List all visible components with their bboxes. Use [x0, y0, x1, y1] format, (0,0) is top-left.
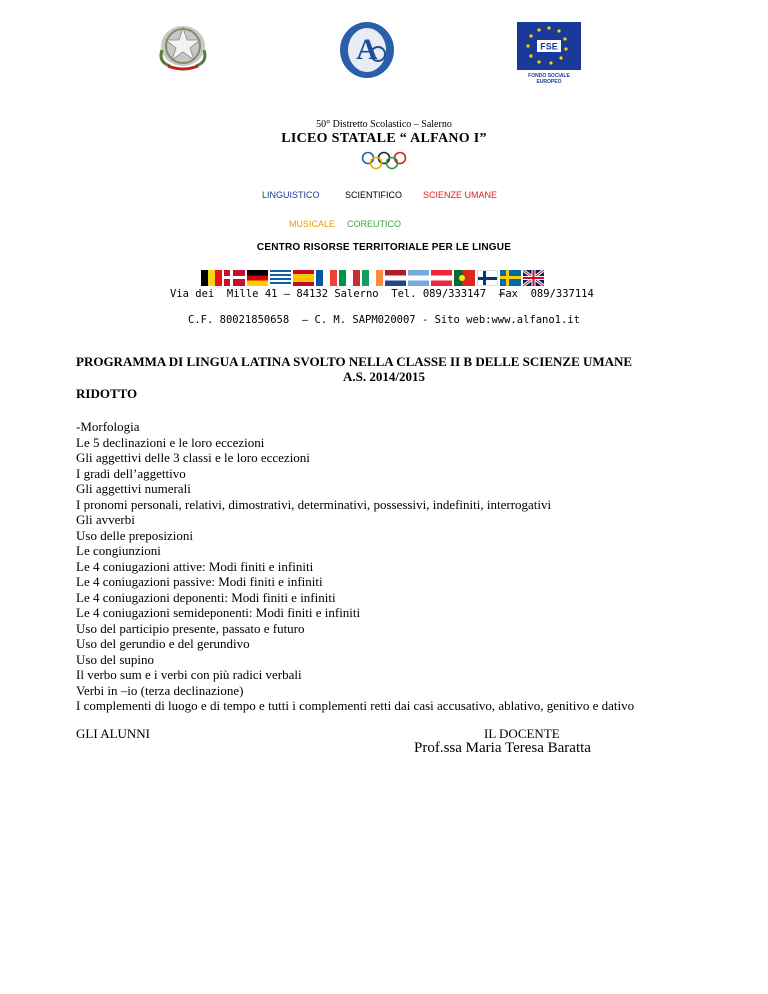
course-scientifico: SCIENTIFICO — [345, 190, 403, 200]
fse-label: FSE — [540, 41, 558, 52]
svg-text:EUROPEO: EUROPEO — [536, 79, 562, 84]
portugal-flag-icon — [454, 270, 475, 286]
cf-line: C.F. 80021850658 – C. M. SAPM020007 - Sito web:www.alfano1.it — [188, 314, 580, 326]
course-musicale: MUSICALE — [289, 219, 336, 229]
list-item: Gli aggettivi delle 3 classi e le loro eccezioni — [76, 450, 310, 465]
teacher-role-label: IL DOCENTE — [484, 726, 560, 741]
argentina-flag-icon — [408, 270, 429, 286]
denmark-flag-icon — [224, 270, 245, 286]
united-kingdom-flag-icon — [523, 270, 544, 286]
address-line: Via dei Mille 41 – 84132 Salerno Tel. 089/333147 – — [170, 288, 506, 300]
alfano-school-logo — [338, 20, 396, 80]
list-item: Uso del participio presente, passato e futuro — [76, 620, 305, 636]
olympic-rings-icon — [360, 151, 408, 171]
italy-flag-icon — [339, 270, 360, 286]
fse-caption: FONDO SOCIALE — [528, 73, 570, 79]
sweden-flag-icon — [500, 270, 521, 286]
list-item: I complementi di luogo e di tempo e tutti i complementi retti dai casi accusativo, ablativo, genitivo e dativo — [76, 698, 635, 713]
list-item: Uso del supino — [76, 651, 154, 667]
school-name: LICEO STATALE “ ALFANO I” — [281, 131, 487, 146]
spain-flag-icon — [293, 270, 314, 286]
program-topics-list — [76, 419, 634, 714]
ireland-flag-icon — [362, 270, 383, 286]
fse-logo — [517, 22, 581, 84]
list-item: Le congiunzioni — [76, 543, 161, 558]
centro-risorse-heading: CENTRO RISORSE TERRITORIALE PER LE LINGUE — [256, 242, 512, 253]
list-item: -Morfologia — [76, 419, 140, 434]
district-line: 50° Distretto Scolastico – Salerno — [316, 119, 452, 130]
list-item: Gli aggettivi numerali — [76, 481, 191, 496]
program-title: PROGRAMMA DI LINGUA LATINA SVOLTO NELLA CLASSE II B DELLE SCIENZE UMANE — [76, 354, 633, 369]
course-scienze-umane: SCIENZE UMANE — [423, 190, 498, 200]
finland-flag-icon — [477, 270, 498, 286]
list-item: Uso del gerundio e del gerundivo — [76, 636, 250, 651]
list-item: Il verbo sum e i verbi con più radici verbali — [76, 667, 302, 682]
list-item: I pronomi personali, relativi, dimostrativi, determinativi, possessivi, indefiniti, interrogativi — [76, 496, 552, 512]
netherlands-flag-icon — [385, 270, 406, 286]
list-item: Le 4 coniugazioni passive: Modi finiti e infiniti — [76, 574, 323, 589]
list-item: Le 4 coniugazioni semideponenti: Modi finiti e infiniti — [76, 605, 361, 620]
france-flag-icon — [316, 270, 337, 286]
belgium-flag-icon — [201, 270, 222, 286]
fax-line: Fax 089/337114 — [499, 288, 594, 300]
greece-flag-icon — [270, 270, 291, 286]
program-subtitle: RIDOTTO — [76, 386, 138, 401]
austria-flag-icon — [431, 270, 452, 286]
list-item: Verbi in –io (terza declinazione) — [76, 682, 244, 698]
germany-flag-icon — [247, 270, 268, 286]
italian-republic-emblem — [150, 20, 216, 72]
list-item: Le 5 declinazioni e le loro eccezioni — [76, 434, 265, 450]
list-item: Uso delle preposizioni — [76, 527, 193, 543]
program-year: A.S. 2014/2015 — [343, 369, 425, 384]
students-signature-label: GLI ALUNNI — [76, 726, 151, 741]
list-item: Le 4 coniugazioni attive: Modi finiti e infiniti — [76, 558, 314, 574]
list-item: Le 4 coniugazioni deponenti: Modi finiti e infiniti — [76, 589, 336, 605]
flags-row — [201, 270, 546, 286]
list-item: Gli avverbi — [76, 512, 135, 527]
course-linguistico: LINGUISTICO — [262, 190, 320, 200]
course-coreutico: COREUTICO — [347, 219, 401, 229]
teacher-name: Prof.ssa Maria Teresa Baratta — [414, 740, 591, 756]
svg-text:A: A — [356, 33, 378, 66]
list-item: I gradi dell’aggettivo — [76, 465, 186, 481]
